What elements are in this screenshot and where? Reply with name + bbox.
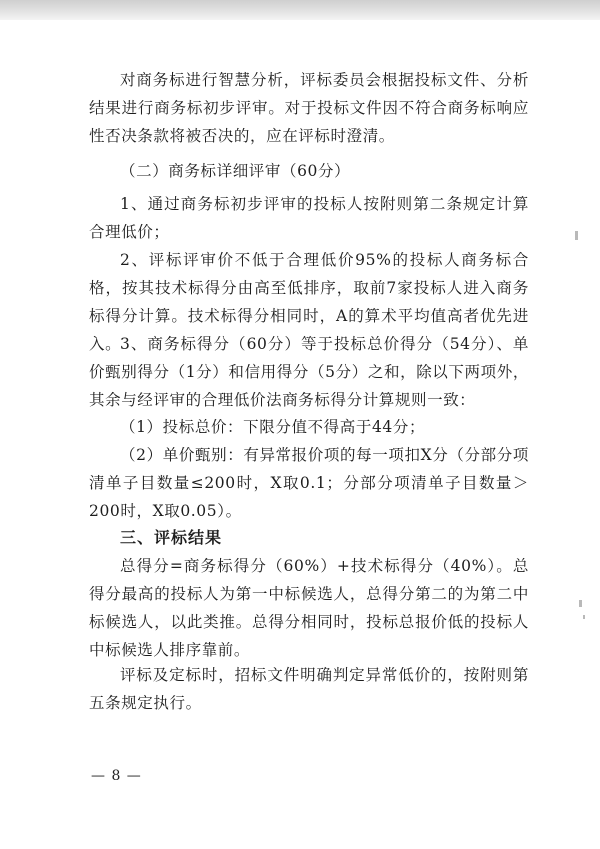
scan-speck — [583, 615, 585, 619]
section-heading-business-detail: （二）商务标详细评审（60分） — [120, 162, 351, 180]
paragraph-item-2: 2、评标评审价不低于合理低价95%的投标人商务标合格，按其技术标得分由高至低排序，取前7家投标人进入商务标得分计算。技术标得分相同时，A的算术平均值高者优先进入。 — [89, 251, 529, 353]
paragraph-total-score: 总得分=商务标得分（60%）+技术标得分（40%）。总得分最高的投标人为第一中标候选人，总得分第二的为第二中标候选人，以此类推。总得分相同时，投标总报价低的投标人中标候选人排序靠前。 — [89, 557, 529, 659]
paragraph-smart-analysis: 对商务标进行智慧分析，评标委员会根据投标文件、分析结果进行商务标初步评审。对于投标文件因不符合商务标响应性否决条款将被否决的，应在评标时澄清。 — [89, 71, 529, 145]
paragraph-abnormal-low-price: 评标及定标时，招标文件明确判定异常低价的，按附则第五条规定执行。 — [89, 666, 529, 712]
section-heading-results: 三、评标结果 — [120, 528, 223, 547]
scan-speck — [575, 231, 578, 240]
page-number: — 8 — — [91, 768, 142, 784]
paragraph-sub-2: （2）单价甄别：有异常报价项的每一项扣X分（分部分项清单子目数量≤200时，X取0.1；分部分项清单子目数量＞200时，X取0.05）。 — [89, 446, 529, 520]
paragraph-item-3: 3、商务标得分（60分）等于投标总价得分（54分）、单价甄别得分（1分）和信用得分（5分）之和，除以下两项外，其余与经评审的合理低价法商务标得分计算规则一致： — [89, 335, 529, 409]
paragraph-sub-1: （1）投标总价：下限分值不得高于44分； — [120, 418, 426, 436]
scan-speck — [579, 600, 582, 607]
paragraph-item-1: 1、通过商务标初步评审的投标人按附则第二条规定计算合理低价； — [89, 195, 529, 241]
